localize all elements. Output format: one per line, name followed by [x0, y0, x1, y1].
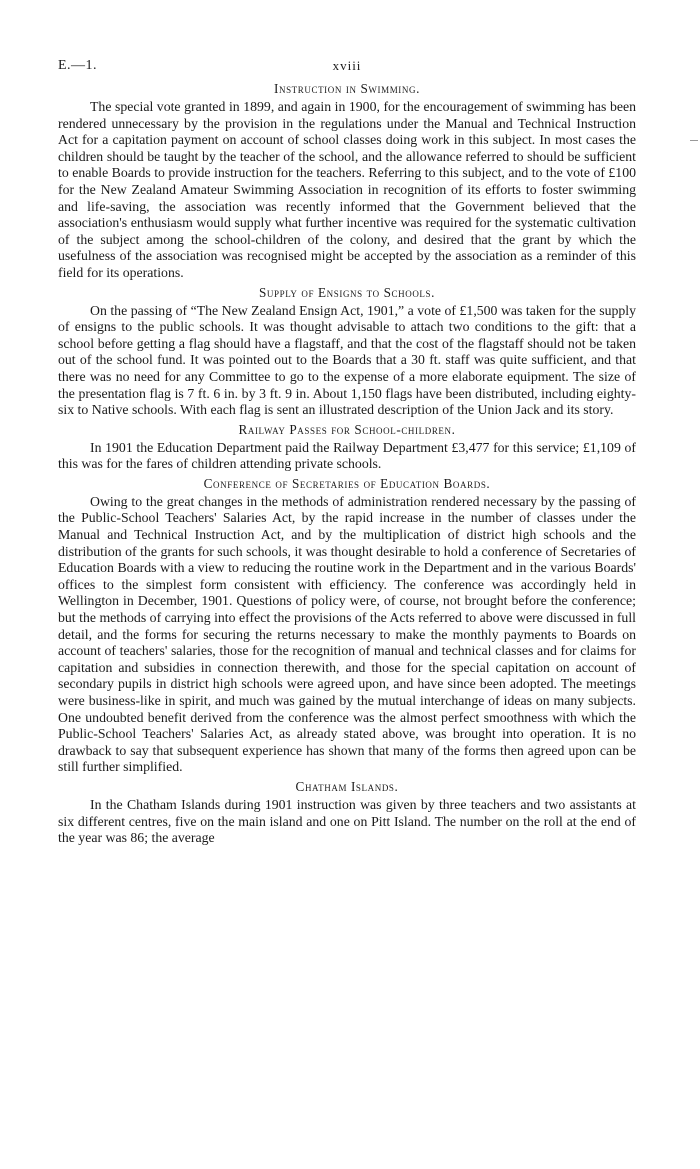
- parliamentary-paper-ref: E.—1.: [58, 58, 98, 73]
- section-ensigns: [58, 284, 636, 419]
- section-heading: Supply of Ensigns to Schools.: [258, 284, 436, 300]
- paragraph: The special vote granted in 1899, and again in 1900, for the encouragement of swimming has been rendered unnecessary by the provision in the regulations under the Manual and Technical Instruction Act for a capitation payment on account of school classes doing work in this subject. In most cases the children should be taught by the teacher of the school, and the allowance referred to should be sufficient to enable Boards to provide instruction for the teachers. Referring to this subject, and to the vote of £100 for the New Zealand Amateur Swimming Association in recognition of its efforts to foster swimming and life-saving, the association was recently informed that the Government believed that the association's enthusiasm would supply what further incentive was required for the systematic cultivation of the subject among the school-children of the colony, and desired that the grant by which the usefulness of the association was recognised might be accepted by the association as a reminder of this field for its operations.: [58, 99, 636, 280]
- section-heading: Chatham Islands.: [295, 778, 399, 794]
- paragraph: In the Chatham Islands during 1901 instruction was given by three teachers and two assistants at six different centres, five on the main island and one on Pitt Island. The number on the roll at the end of the year was 86; the average: [58, 796, 636, 846]
- section-conference: [58, 475, 636, 776]
- paragraph: On the passing of “The New Zealand Ensign Act, 1901,” a vote of £1,500 was taken for the supply of ensigns to the public schools. It was thought advisable to attach two conditions to the gift: that a school before getting a flag should have a flagstaff, and that the cost of the flagstaff should not be taken out of the school fund. It was pointed out to the Boards that a 30 ft. staff was quite sufficient, and that there was no need for any Committee to go to the expense of a more elaborate equipment. The size of the presentation flag is 7 ft. 6 in. by 3 ft. 9 in. About 1,150 flags have been distributed, including eighty-six to Native schools. With each flag is sent an illustrated description of the Union Jack and its story.: [58, 302, 636, 418]
- section-swimming: [58, 80, 636, 282]
- page-folio: xviii: [332, 58, 362, 73]
- section-heading: Conference of Secretaries of Education Boards.: [203, 475, 491, 491]
- paragraph: Owing to the great changes in the methods of administration rendered necessary by the passing of the Public-School Teachers' Salaries Act, by the rapid increase in the number of classes under the Manual and Technical Instruction Act, and by the multiplication of district high schools and the distribution of the grants for such schools, it was thought desirable to hold a conference of Secretaries of Education Boards with a view to reducing the routine work in the Department and in the various Boards' offices to the simplest form consistent with efficiency. The conference was accordingly held in Wellington in December, 1901. Questions of policy were, of course, not brought before the conference; but the methods of carrying into effect the provisions of the Acts referred to above were discussed in full detail, and the forms for securing the returns necessary to make the monthly payments to Boards on account of teachers' salaries, those for the recognition of manual and technical classes and for claims for capitation and subsidies in connection therewith, and those for the special capitation on account of secondary pupils in district high schools were agreed upon, and have since been adopted. The meetings were business-like in spirit, and much was gained by the mutual interchange of ideas on many subjects. One undoubted benefit derived from the conference was the almost perfect smoothness with which the Public-School Teachers' Salaries Act, as already stated above, was brought into operation. It is no drawback to say that subsequent experience has shown that many of the forms then agreed upon can be still further simplified.: [58, 493, 636, 775]
- section-chatham-islands: [58, 778, 636, 847]
- running-head: [58, 58, 636, 78]
- section-railway-passes: [58, 421, 636, 473]
- paragraph: In 1901 the Education Department paid the Railway Department £3,477 for this service; £1,109 of this was for the fares of children attending private schools.: [58, 439, 636, 472]
- margin-mark: [690, 140, 698, 141]
- section-heading: Railway Passes for School-children.: [238, 421, 456, 437]
- section-heading: Instruction in Swimming.: [273, 81, 420, 96]
